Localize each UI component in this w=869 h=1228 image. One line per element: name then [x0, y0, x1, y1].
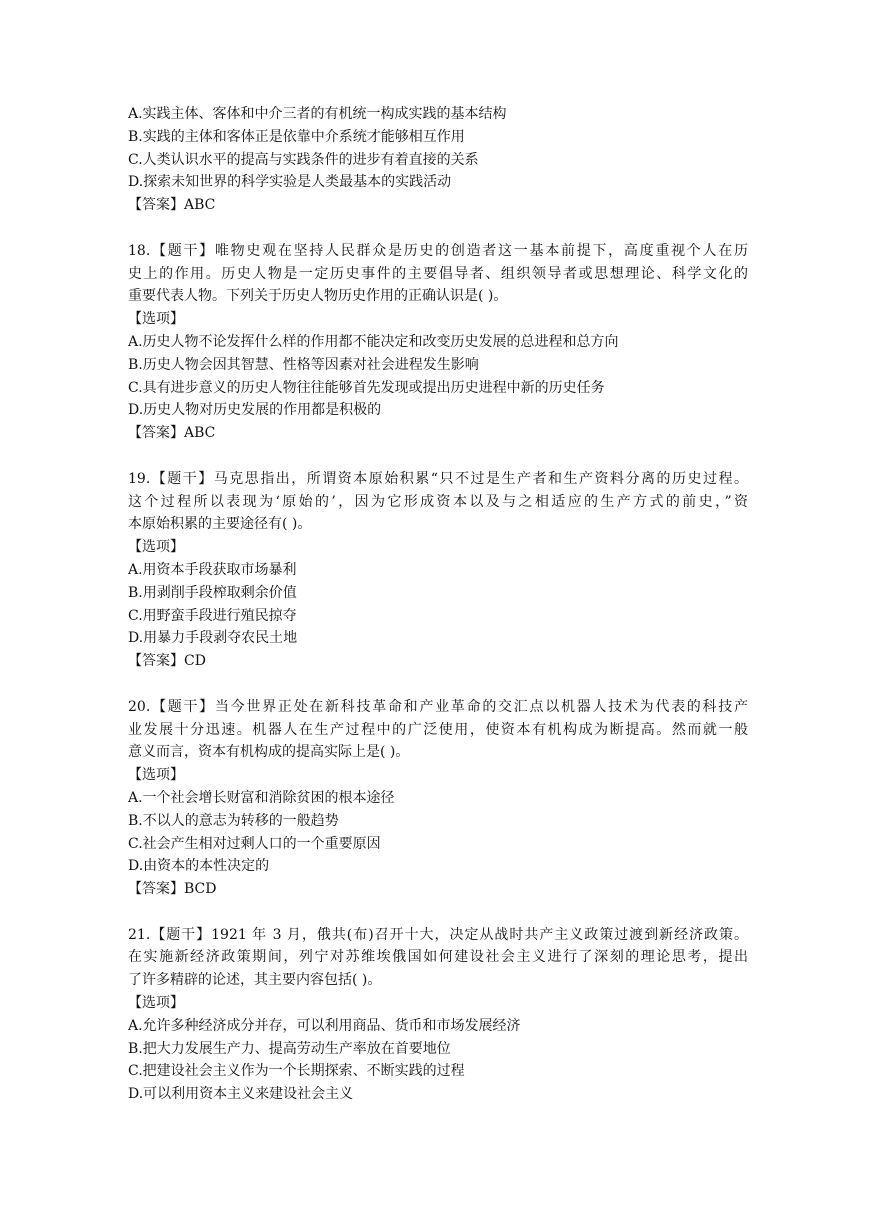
option-line: A.用资本手段获取市场暴利 — [128, 561, 297, 578]
options-header: 【选项】 — [128, 995, 184, 1012]
option-line: B.把大力发展生产力、提高劳动生产率放在首要地位 — [128, 1040, 451, 1057]
answer-line: 【答案】ABC — [128, 425, 216, 442]
option-line: A.一个社会增长财富和消除贫困的根本途径 — [128, 789, 395, 806]
option-line: B.不以人的意志为转移的一般趋势 — [128, 812, 339, 829]
option-line: A.历史人物不论发挥什么样的作用都不能决定和改变历史发展的总进程和总方向 — [128, 333, 619, 350]
question-stem-line: 重要代表人物。下列关于历史人物历史作用的正确认识是( )。 — [128, 288, 508, 305]
option-line: C.把建设社会主义作为一个长期探索、不断实践的过程 — [128, 1063, 465, 1080]
question-stem-line: 本原始积累的主要途径有( )。 — [128, 516, 312, 533]
answer-line: 【答案】ABC — [128, 197, 216, 214]
question-block — [128, 696, 748, 901]
option-line: D.由资本的本性决定的 — [128, 858, 270, 875]
question-stem-line: 了许多精辟的论述，其主要内容包括( )。 — [128, 972, 382, 989]
option-line: B.实践的主体和客体正是依靠中介系统才能够相互作用 — [128, 128, 465, 145]
options-header: 【选项】 — [128, 539, 184, 556]
option-line: A.允许多种经济成分并存，可以利用商品、货币和市场发展经济 — [128, 1017, 521, 1034]
option-line: C.社会产生相对过剩人口的一个重要原因 — [128, 835, 381, 852]
document-body — [128, 103, 748, 1106]
option-line: C.用野蛮手段进行殖民掠夺 — [128, 607, 297, 624]
question-17-continued — [128, 103, 748, 217]
option-line: B.用剥削手段榨取剩余价值 — [128, 584, 297, 601]
question-stem-line: 意义而言，资本有机构成的提高实际上是( )。 — [128, 744, 410, 761]
answer-line: 【答案】BCD — [128, 881, 217, 898]
options-header: 【选项】 — [128, 311, 184, 328]
question-stem-line: 20.【题干】当今世界正处在新科技革命和产业革命的交汇点以机器人技术为代表的科技产 — [128, 698, 748, 715]
question-stem-line: 在实施新经济政策期间，列宁对苏维埃俄国如何建设社会主义进行了深刻的理论思考，提出 — [128, 949, 748, 966]
options-header: 【选项】 — [128, 767, 184, 784]
option-line: A.实践主体、客体和中介三者的有机统一构成实践的基本结构 — [128, 106, 507, 122]
option-line: D.历史人物对历史发展的作用都是积极的 — [128, 402, 382, 419]
option-line: D.探索未知世界的科学实验是人类最基本的实践活动 — [128, 174, 452, 191]
question-stem-line: 业发展十分迅速。机器人在生产过程中的广泛使用，使资本有机构成为断提高。然而就一般 — [128, 721, 748, 738]
option-line: D.可以利用资本主义来建设社会主义 — [128, 1086, 354, 1103]
question-block — [128, 924, 748, 1106]
option-line: C.人类认识水平的提高与实践条件的进步有着直接的关系 — [128, 151, 479, 168]
question-block — [128, 240, 748, 445]
question-block — [128, 468, 748, 673]
question-stem-line: 18.【题干】唯物史观在坚持人民群众是历史的创造者这一基本前提下，高度重视个人在历 — [128, 242, 748, 259]
question-stem-line: 19.【题干】马克思指出，所谓资本原始积累“只不过是生产者和生产资料分离的历史过程。 — [128, 470, 748, 487]
question-stem-line: 史上的作用。历史人物是一定历史事件的主要倡导者、组织领导者或思想理论、科学文化的 — [128, 265, 748, 282]
option-line: C.具有进步意义的历史人物往往能够首先发现或提出历史进程中新的历史任务 — [128, 379, 605, 396]
question-list — [128, 240, 748, 1106]
option-line: D.用暴力手段剥夺农民土地 — [128, 630, 298, 647]
answer-line: 【答案】CD — [128, 653, 206, 670]
question-stem-line: 这个过程所以表现为‘原始的’，因为它形成资本以及与之相适应的生产方式的前史，”资 — [128, 493, 748, 510]
option-line: B.历史人物会因其智慧、性格等因素对社会进程发生影响 — [128, 356, 479, 373]
question-stem-line: 21.【题干】1921 年 3 月，俄共(布)召开十大，决定从战时共产主义政策过渡到新经济政策。 — [128, 926, 748, 943]
